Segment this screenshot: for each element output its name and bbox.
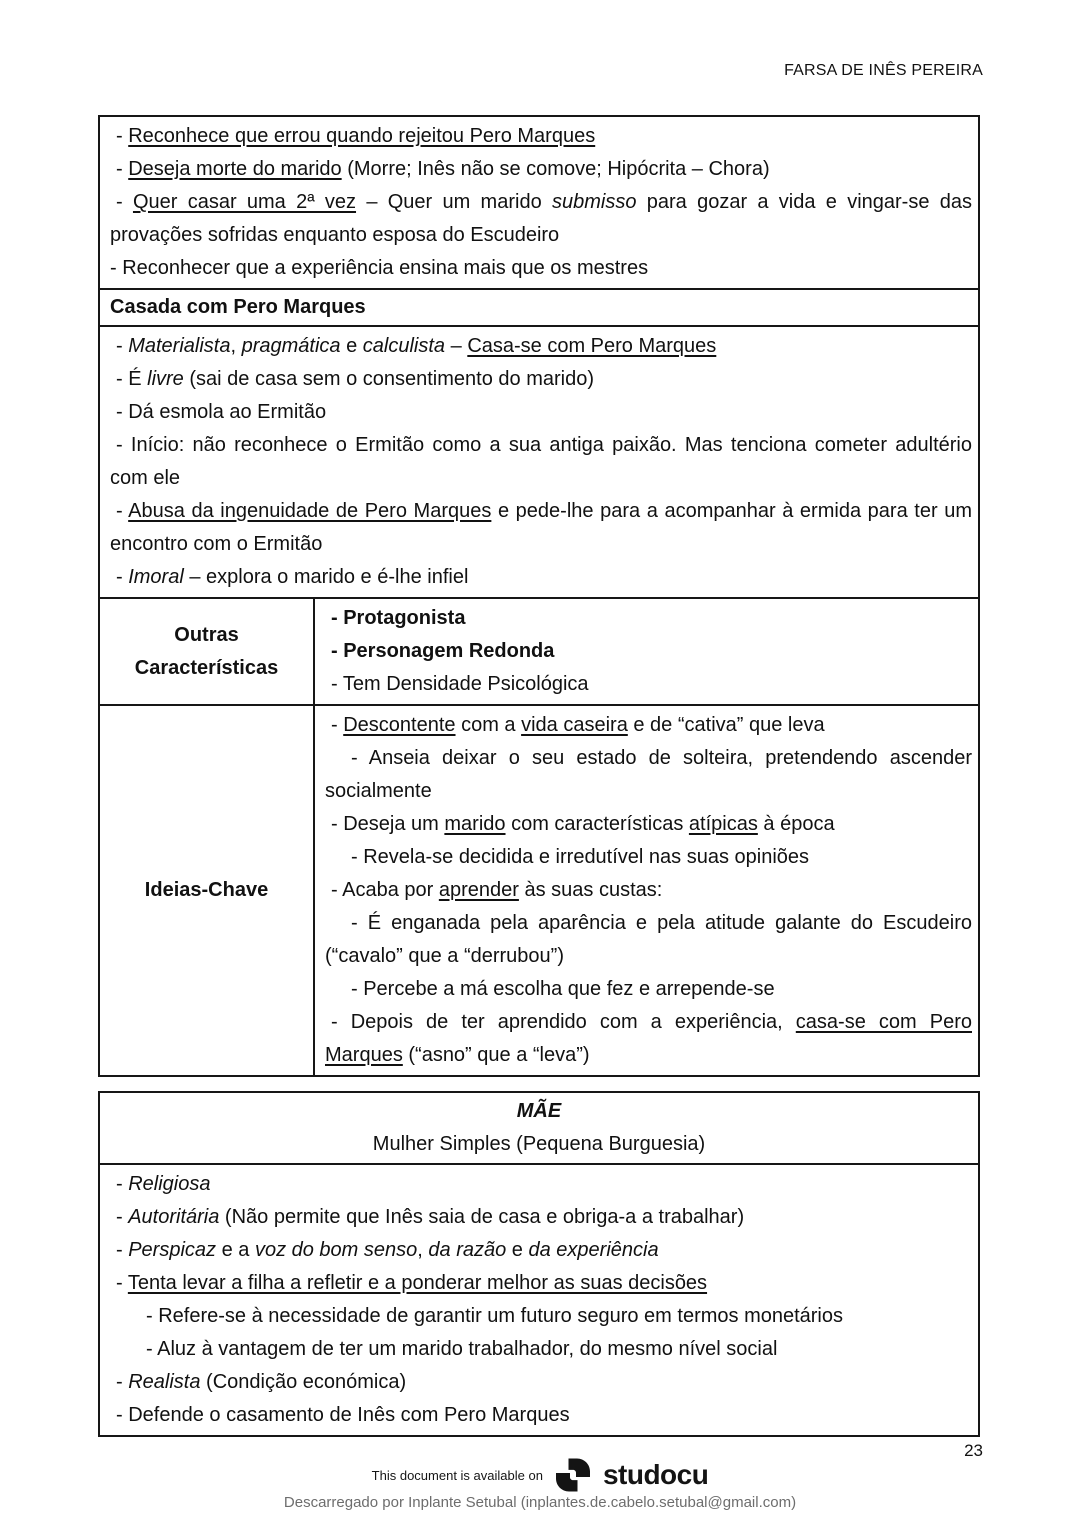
text-run: Autoritária xyxy=(128,1206,220,1228)
paragraph xyxy=(325,602,972,635)
paragraph xyxy=(325,668,972,701)
text-run: da razão xyxy=(428,1239,507,1261)
text-run: – explora o marido e é-lhe infiel xyxy=(183,566,469,588)
text-run: Ideias-Chave xyxy=(144,879,269,901)
footer-brand-row xyxy=(0,1452,1080,1498)
text-run: com a xyxy=(455,714,522,736)
text-run: - Anseia deixar o seu estado de solteira, pretendendo ascender socialmente xyxy=(325,747,972,802)
paragraph xyxy=(110,330,972,363)
text-run: - Acaba por xyxy=(331,879,439,901)
text-run: - xyxy=(116,125,129,147)
paragraph xyxy=(325,635,972,668)
text-run: Materialista xyxy=(128,335,231,357)
text-run: casa-se com Pero Marques xyxy=(325,1011,972,1066)
paragraph xyxy=(110,153,972,186)
text-run: Tenta levar a filha a refletir e a ponderar melhor as suas decisões xyxy=(127,1272,708,1294)
paragraph xyxy=(325,742,972,808)
text-run: e xyxy=(340,335,363,357)
text-run: Imoral xyxy=(128,566,184,588)
studocu-wordmark: studocu xyxy=(602,1459,709,1490)
table-row-ideias-chave xyxy=(100,704,978,1075)
text-run: - xyxy=(116,500,129,522)
text-run: – xyxy=(445,335,468,357)
text-run: (“asno” que a “leva”) xyxy=(402,1044,590,1066)
text-run: - xyxy=(116,1371,129,1393)
text-run: - Dá esmola ao Ermitão xyxy=(116,401,327,423)
text-run: - Depois de ter aprendido com a experiência, xyxy=(331,1011,796,1033)
text-run: marido xyxy=(444,813,506,835)
text-run: - Personagem Redonda xyxy=(331,640,555,662)
text-run: - xyxy=(116,191,133,213)
text-run: com características xyxy=(505,813,689,835)
text-run: voz do bom senso xyxy=(254,1239,418,1261)
paragraph xyxy=(325,907,972,973)
table-row-outras-caracteristicas xyxy=(100,597,978,704)
paragraph xyxy=(110,561,972,594)
page-title: FARSA DE INÊS PEREIRA xyxy=(784,62,983,79)
body-cell-outras-caracteristicas xyxy=(315,599,978,704)
paragraph xyxy=(110,1234,972,1267)
label-cell-ideias-chave xyxy=(100,706,315,1075)
paragraph xyxy=(325,808,972,841)
mae-character-table xyxy=(98,1091,980,1437)
text-run: à época xyxy=(757,813,835,835)
text-run: - Refere-se à necessidade de garantir um futuro seguro em termos monetários xyxy=(146,1305,844,1327)
ines-character-table xyxy=(98,115,980,1077)
paragraph xyxy=(110,1399,972,1432)
footer-page-number: 23 xyxy=(964,1441,983,1460)
paragraph xyxy=(110,120,972,153)
paragraph xyxy=(110,291,972,324)
paragraph xyxy=(110,1201,972,1234)
text-run: , xyxy=(230,335,242,357)
paragraph xyxy=(325,1006,972,1072)
text-run: Casa-se com Pero Marques xyxy=(467,335,717,357)
studocu-logo-icon xyxy=(555,1457,591,1493)
text-run: - Percebe a má escolha que fez e arrepende-se xyxy=(351,978,775,1000)
text-run: livre xyxy=(147,368,184,390)
text-run: - xyxy=(331,714,344,736)
paragraph xyxy=(110,396,972,429)
table-row-casada-title xyxy=(100,288,978,325)
paragraph xyxy=(110,1366,972,1399)
text-run: - Deseja um xyxy=(331,813,445,835)
text-run: Mulher Simples (Pequena Burguesia) xyxy=(372,1133,706,1155)
text-run: – Quer um marido xyxy=(356,191,552,213)
text-run: às suas custas: xyxy=(518,879,663,901)
text-run: Casada com Pero Marques xyxy=(110,296,366,318)
text-run: - Protagonista xyxy=(331,607,466,629)
text-run: Deseja morte do marido xyxy=(128,158,342,180)
text-run: submisso xyxy=(551,191,637,213)
text-run: - xyxy=(116,1206,129,1228)
text-run: - Revela-se decidida e irredutível nas suas opiniões xyxy=(351,846,810,868)
text-run: (Morre; Inês não se comove; Hipócrita – Chora) xyxy=(341,158,770,180)
text-run: Abusa da ingenuidade de Pero Marques xyxy=(128,500,492,522)
paragraph xyxy=(325,973,972,1006)
paragraph xyxy=(106,1128,972,1161)
table-row-casada-body xyxy=(100,325,978,597)
text-run: Outras Características xyxy=(134,623,279,679)
text-run: - xyxy=(116,1239,129,1261)
text-run: calculista xyxy=(362,335,446,357)
text-run: MÃE xyxy=(516,1100,562,1122)
text-run: e a xyxy=(216,1239,255,1261)
paragraph xyxy=(110,619,303,685)
text-run: e xyxy=(506,1239,529,1261)
paragraph xyxy=(325,709,972,742)
text-run: aprender xyxy=(438,879,519,901)
text-run: - xyxy=(116,158,129,180)
text-run: (Condição económica) xyxy=(200,1371,407,1393)
text-run: Reconhece que errou quando rejeitou Pero Marques xyxy=(128,125,596,147)
text-run: - xyxy=(116,335,129,357)
paragraph xyxy=(325,874,972,907)
text-run: - xyxy=(116,1173,129,1195)
text-run: da experiência xyxy=(528,1239,659,1261)
text-run: - Reconhecer que a experiência ensina mais que os mestres xyxy=(110,257,649,279)
text-run: Religiosa xyxy=(128,1173,211,1195)
paragraph xyxy=(325,841,972,874)
label-cell-outras-caracteristicas xyxy=(100,599,315,704)
paragraph xyxy=(110,186,972,252)
paragraph xyxy=(110,252,972,285)
footer-availability-text: This document is available on xyxy=(371,1467,543,1483)
text-run: Perspicaz xyxy=(128,1239,217,1261)
text-run: - xyxy=(116,1272,128,1294)
paragraph xyxy=(145,874,268,907)
text-run: - É xyxy=(116,368,148,390)
paragraph xyxy=(110,1300,972,1333)
text-run: Realista xyxy=(128,1371,201,1393)
text-run: - Início: não reconhece o Ermitão como a sua antiga paixão. Mas tenciona cometer adultério com ele xyxy=(110,434,972,489)
text-run: e de “cativa” que leva xyxy=(627,714,825,736)
text-run: - É enganada pela aparência e pela atitude galante do Escudeiro (“cavalo” que a “derrubou”) xyxy=(325,912,972,967)
body-cell-ideias-chave xyxy=(315,706,978,1075)
text-run: - xyxy=(116,566,129,588)
text-run: vida caseira xyxy=(521,714,628,736)
paragraph xyxy=(110,1333,972,1366)
table-row-mae-header xyxy=(100,1093,978,1163)
table-row-mae-body xyxy=(100,1163,978,1435)
text-run: e pede-lhe para a acompanhar à ermida para ter um encontro com o Ermitão xyxy=(110,500,972,555)
paragraph xyxy=(110,363,972,396)
text-run: atípicas xyxy=(688,813,758,835)
text-run: - Aluz à vantagem de ter um marido trabalhador, do mesmo nível social xyxy=(146,1338,778,1360)
text-run: Descontente xyxy=(343,714,456,736)
text-run: (sai de casa sem o consentimento do marido) xyxy=(183,368,594,390)
text-run: - Defende o casamento de Inês com Pero Marques xyxy=(116,1404,570,1426)
paragraph xyxy=(110,429,972,495)
paragraph xyxy=(106,1095,972,1128)
paragraph xyxy=(110,495,972,561)
text-run: - Tem Densidade Psicológica xyxy=(331,673,589,695)
text-run: (Não permite que Inês saia de casa e obriga-a a trabalhar) xyxy=(219,1206,745,1228)
text-run: Quer casar uma 2ª vez xyxy=(132,191,357,213)
text-run: pragmática xyxy=(241,335,341,357)
paragraph xyxy=(110,1267,972,1300)
footer-download-note: Descarregado por Inplante Setubal (inplantes.de.cabelo.setubal@gmail.com) xyxy=(283,1494,797,1511)
paragraph xyxy=(110,1168,972,1201)
table-row-conclusoes xyxy=(100,117,978,288)
text-run: , xyxy=(417,1239,429,1261)
text-run: para gozar a vida e vingar-se das provações sofridas enquanto esposa do Escudeiro xyxy=(110,191,972,246)
